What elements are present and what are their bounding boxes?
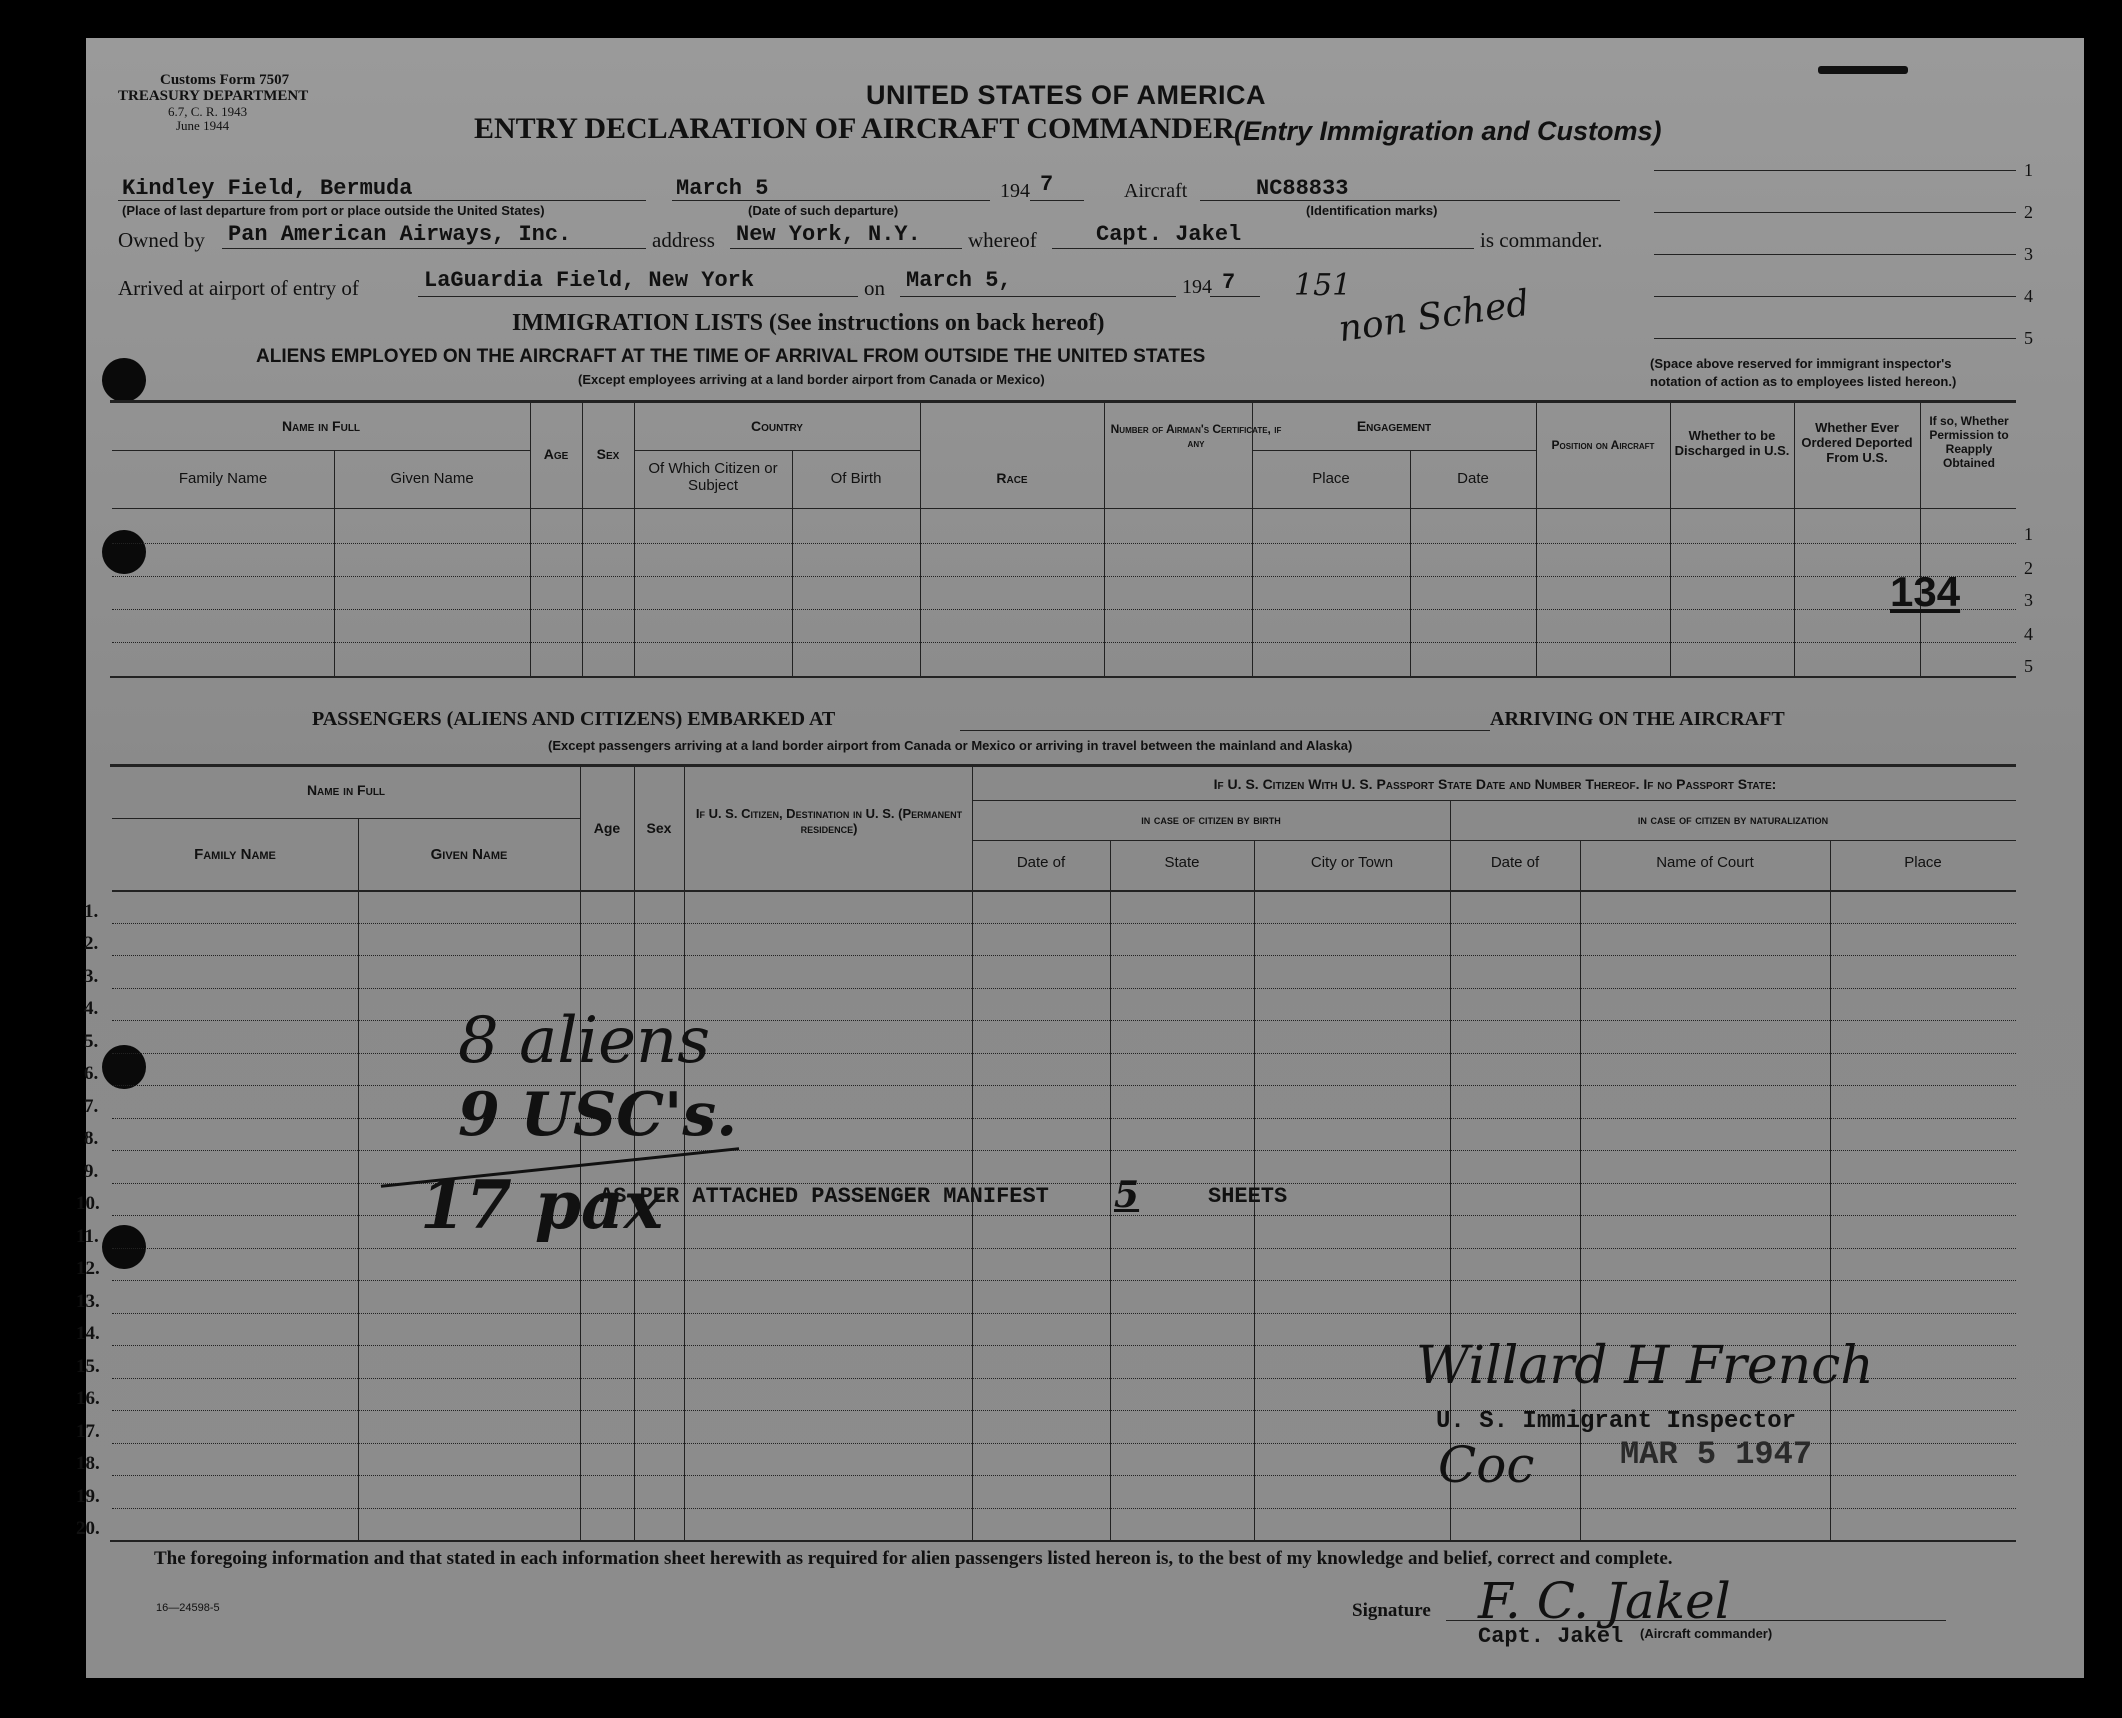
arrival-label: Arrived at airport of entry of [118,276,359,300]
col-header-deported: Whether Ever Ordered Deported From U.S. [1801,420,1913,465]
departure-place: Kindley Field, Bermuda [122,176,413,201]
reserved-note: (Space above reserved for immigrant inspector's [1650,356,1952,371]
footer-statement: The foregoing information and that stated in each information sheet herewith as required for alien passengers listed hereon is, to the best of my knowledge and belief, correct and complete. [154,1548,1673,1569]
pax-header-state: State [1164,854,1200,871]
pax-header-place: Place [1904,854,1942,871]
col-header-engagement: Engagement [1356,418,1432,434]
passenger-row-rule [112,1118,2016,1119]
passengers-title-left: PASSENGERS (ALIENS AND CITIZENS) EMBARKED AT [312,708,836,730]
col-header-discharged: Whether to be Discharged in U.S. [1674,428,1790,458]
signer-caption: (Aircraft commander) [1640,1626,1773,1641]
col-header-engagement-place: Place [1312,470,1350,487]
pax-header-sex: Sex [646,820,672,836]
reserved-line [1654,170,2016,171]
passenger-row-number: 4. [84,998,99,1019]
table-rule [972,800,2016,801]
passenger-row-rule [112,1475,2016,1476]
alien-row-number: 3 [2024,590,2033,610]
col-header-cert: Number of Airman's Certificate, if any [1110,422,1282,450]
pax-header-given-name: Given Name [430,846,508,863]
col-header-country: Country [751,418,803,434]
manifest-count: 5 [1114,1174,1140,1216]
passenger-row-number: 10. [76,1193,100,1214]
col-header-family-name: Family Name [178,470,268,487]
owner-name: Pan American Airways, Inc. [228,222,572,247]
departure-date: March 5 [676,176,769,201]
reserved-note: notation of action as to employees listed hereon.) [1650,374,1957,389]
table-column-rule [920,400,921,676]
table-border [110,764,2016,767]
passenger-row-rule [112,1508,2016,1509]
passenger-row-rule [112,988,2016,989]
pax-header-by-naturalization: in case of citizen by naturalization [1637,812,1829,827]
arrival-year-prefix: 194 [1182,276,1212,298]
underline [730,248,962,249]
pax-header-age: Age [593,820,621,836]
alien-row-number: 4 [2024,624,2033,644]
departure-year-prefix: 194 [1000,180,1030,202]
underline [1200,200,1620,201]
pax-header-passport: If U. S. Citizen With U. S. Passport State Date and Number Thereof. If no Passport State: [1213,776,1777,792]
table-column-rule [1830,840,1831,1540]
owner-label: Owned by [118,228,205,252]
col-header-reapply: If so, Whether Permission to Reapply Obtained [1929,414,2009,470]
pax-header-by-birth: in case of citizen by birth [1141,812,1281,827]
punch-hole [102,530,146,574]
col-header-given-name: Given Name [390,470,474,487]
col-header-birth: Of Birth [830,470,882,487]
passenger-row-number: 8. [84,1128,99,1149]
table-rule [112,508,2016,509]
form-title: ENTRY DECLARATION OF AIRCRAFT COMMANDER [474,112,1235,145]
reserved-line [1654,254,2016,255]
passenger-row-number: 6. [84,1063,99,1084]
underline [960,730,1490,731]
print-code: 16—24598-5 [156,1602,220,1614]
passenger-row-number: 12. [76,1258,100,1279]
form-number: Customs Form 7507 [160,72,290,88]
commander-name: Capt. Jakel [1096,222,1242,247]
whereof-label: whereof [968,228,1037,252]
inspector-title: U. S. Immigrant Inspector [1436,1408,1797,1435]
alien-row-number: 2 [2024,558,2033,578]
signature-label: Signature [1352,1600,1431,1621]
passenger-row-number: 3. [84,965,99,987]
col-header-sex: Sex [596,446,620,462]
pax-header-date-of-naturalization: Date of [1490,854,1540,871]
passenger-row-rule [112,1248,2016,1249]
table-column-rule [634,764,635,1540]
table-rule [972,840,2016,841]
passenger-row-number: 18. [76,1453,100,1474]
arrival-year-digit: 7 [1222,270,1236,295]
table-column-rule [580,764,581,1540]
passenger-row-rule [112,923,2016,924]
underline [418,296,858,297]
table-column-rule [1794,400,1795,676]
passengers-note: (Except passengers arriving at a land border airport from Canada or Mexico or arriving in travel between the mainland and Alaska) [548,738,1353,753]
underline [118,200,646,201]
handwritten-aliens: 8 aliens [458,1004,711,1078]
passenger-row-number: 20. [76,1518,100,1539]
passenger-row-number: 19. [76,1485,100,1507]
reserved-number: 4 [2024,286,2033,306]
alien-row-number: 1 [2024,524,2033,544]
table-column-rule [972,764,973,1540]
owner-address: New York, N.Y. [736,222,921,247]
reserved-line [1654,338,2016,339]
col-header-position: Position on Aircraft [1551,438,1655,452]
table-column-rule [582,400,583,676]
inspector-stamp-date: MAR 5 1947 [1620,1436,1813,1473]
table-row-rule [112,642,2016,643]
form-department: TREASURY DEPARTMENT [118,88,309,104]
passenger-row-rule [112,1085,2016,1086]
reserved-number: 1 [2024,160,2033,180]
col-header-name-in-full: Name in Full [281,418,361,434]
reserved-line [1654,296,2016,297]
passenger-row-number: 9. [84,1160,99,1182]
stamp-number: 134 [1890,568,1961,615]
handwritten-total: 17 pax [420,1166,664,1244]
passenger-row-number: 11. [76,1225,99,1247]
table-column-rule [1920,400,1921,676]
departure-date-caption: (Date of such departure) [748,203,899,218]
table-rule [112,450,530,451]
underline [1030,200,1084,201]
pax-header-family-name: Family Name [194,846,276,863]
departure-year-digit: 7 [1040,172,1054,197]
reserved-line [1654,212,2016,213]
inspector-initials: Coc [1438,1436,1535,1494]
aircraft-caption: (Identification marks) [1306,203,1438,218]
reserved-number: 2 [2024,202,2033,222]
passenger-row-number: 14. [76,1323,100,1344]
passenger-row-number: 2. [84,933,99,954]
underline [672,200,990,201]
pax-header-court: Name of Court [1656,854,1754,871]
immigration-title: IMMIGRATION LISTS (See instructions on back hereof) [512,310,1105,336]
table-rule [1252,450,1536,451]
passenger-row-rule [112,1313,2016,1314]
punch-hole [102,358,146,402]
passenger-row-rule [112,1280,2016,1281]
passenger-row-rule [112,1150,2016,1151]
form-title-suffix: (Entry Immigration and Customs) [1234,116,1662,146]
col-header-citizen: Of Which Citizen or Subject [648,460,778,494]
table-column-rule [1580,840,1581,1540]
table-column-rule [634,400,635,676]
table-row-rule [112,576,2016,577]
pax-header-city: City or Town [1310,854,1394,871]
col-header-race: Race [996,470,1028,486]
pax-header-name-in-full: Name in Full [306,782,386,798]
passenger-row-rule [112,1215,2016,1216]
aircraft-id: NC88833 [1256,176,1349,201]
table-row-rule [112,543,2016,544]
passenger-row-number: 5. [84,1030,99,1052]
signer-name: Capt. Jakel [1478,1624,1624,1649]
passenger-row-number: 1. [84,900,99,922]
underline [1210,296,1260,297]
commander-suffix: is commander. [1480,228,1603,252]
arrival-airport: LaGuardia Field, New York [424,268,755,293]
passenger-row-rule [112,1053,2016,1054]
table-rule [112,818,580,819]
table-column-rule [358,818,359,1540]
departure-place-caption: (Place of last departure from port or place outside the United States) [122,203,545,218]
country-title: UNITED STATES OF AMERICA [866,80,1266,110]
table-column-rule [1104,400,1105,676]
col-header-engagement-date: Date [1457,470,1489,487]
table-rule [634,450,920,451]
table-rule [112,890,2016,892]
table-column-rule [1670,400,1671,676]
col-header-age: Age [543,446,569,462]
top-right-mark [1818,66,1908,74]
passenger-row-number: 17. [76,1420,100,1442]
arrival-on-label: on [864,276,885,300]
passenger-row-number: 16. [76,1388,100,1409]
immigration-note: (Except employees arriving at a land border airport from Canada or Mexico) [578,372,1045,387]
handwritten-usc: 9 USC's. [458,1080,738,1150]
table-border [110,676,2016,678]
passenger-row-number: 7. [84,1095,99,1117]
inspector-signature: Willard H French [1416,1336,1874,1396]
manifest-prefix: AS PER ATTACHED PASSENGER MANIFEST [600,1184,1049,1209]
arrival-date: March 5, [906,268,1012,293]
handwritten-flight-number: 151 [1294,268,1352,303]
passenger-row-rule [112,955,2016,956]
table-row-rule [112,609,2016,610]
immigration-subtitle: ALIENS EMPLOYED ON THE AIRCRAFT AT THE TIME OF ARRIVAL FROM OUTSIDE THE UNITED STATES [256,346,1206,367]
table-border [110,400,2016,403]
table-column-rule [1110,840,1111,1540]
passenger-row-rule [112,1020,2016,1021]
aircraft-label: Aircraft [1124,180,1188,202]
table-border [110,1540,2016,1542]
pax-header-date-of-birth: Date of [1016,854,1066,871]
passengers-title-right: ARRIVING ON THE AIRCRAFT [1490,708,1785,730]
underline [1052,248,1474,249]
pax-header-destination: If U. S. Citizen, Destination in U. S. (Permanent residence) [695,806,963,836]
alien-row-number: 5 [2024,656,2033,676]
form-date: June 1944 [176,118,230,133]
table-column-rule [530,400,531,676]
handwritten-non-sched: non Sched [1336,282,1532,351]
address-label: address [652,228,715,252]
manifest-suffix: SHEETS [1208,1184,1288,1209]
commander-signature: F. C. Jakel [1478,1572,1731,1630]
passenger-row-number: 15. [76,1355,100,1377]
form-regulation: 6.7, C. R. 1943 [168,104,248,119]
reserved-number: 3 [2024,244,2033,264]
reserved-number: 5 [2024,328,2033,348]
underline [222,248,646,249]
passenger-row-number: 13. [76,1290,100,1312]
table-column-rule [1536,400,1537,676]
underline [900,296,1176,297]
